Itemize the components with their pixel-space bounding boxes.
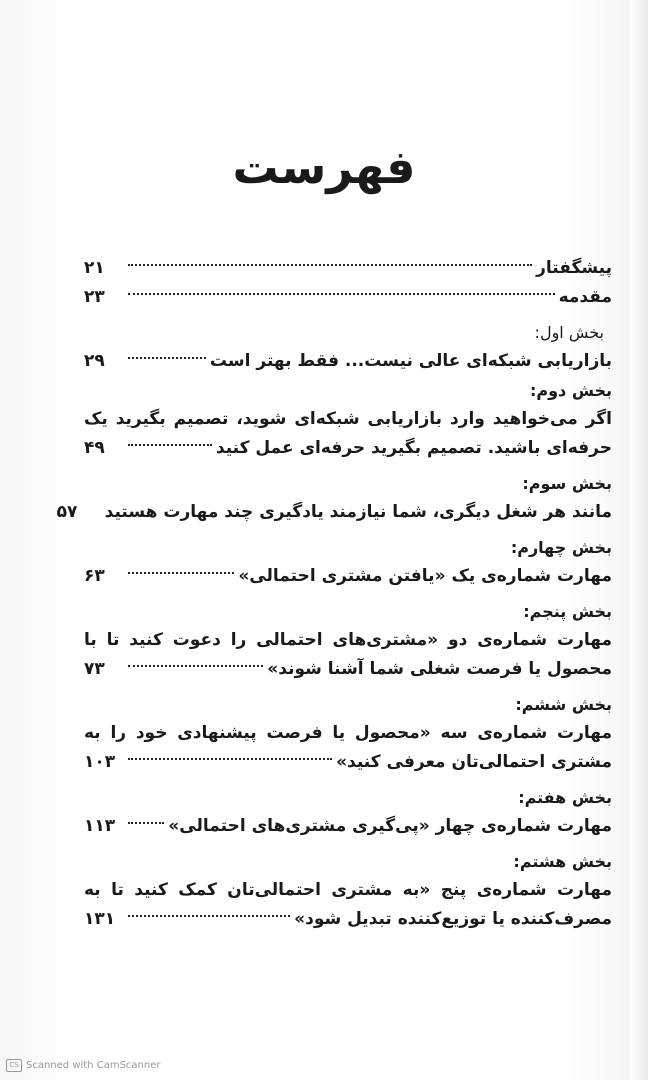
leader-dots <box>128 758 332 760</box>
toc-page-number: ۲۳ <box>84 287 105 307</box>
leader-dots <box>128 665 263 667</box>
toc-entry <box>84 748 612 777</box>
toc-page-number: ۲۹ <box>84 351 105 371</box>
toc-page-number: ۱۳۱ <box>84 909 116 929</box>
toc-entry <box>56 498 612 527</box>
leader-dots <box>128 915 290 917</box>
toc-entry-text: مهارت شماره‌ی یک «یافتن مشتری احتمالی» <box>238 566 612 586</box>
leader-dots <box>128 264 532 266</box>
table-of-contents <box>56 254 612 934</box>
toc-entry-line: مهارت شماره‌ی دو «مشتری‌های احتمالی را دعوت کنید تا با <box>84 630 612 650</box>
toc-entry <box>84 347 612 376</box>
toc-entry-preface <box>84 254 612 283</box>
scanner-watermark <box>6 1059 161 1072</box>
toc-entry-text: حرفه‌ای باشید. تصمیم بگیرید حرفه‌ای عمل کنید <box>215 438 612 458</box>
toc-page-number: ۷۳ <box>84 659 105 679</box>
leader-dots <box>128 357 206 359</box>
section-label: بخش ششم: <box>515 695 612 714</box>
toc-entry-text: پیشگفتار <box>536 258 612 278</box>
watermark-text: Scanned with CamScanner <box>26 1060 161 1071</box>
toc-page-number: ۱۰۳ <box>84 752 116 772</box>
toc-entry-text: مصرف‌کننده یا توزیع‌کننده تبدیل شود» <box>294 909 612 929</box>
toc-entry-line: اگر می‌خواهید وارد بازاریابی شبکه‌ای شوید، تصمیم بگیرید یک <box>84 409 612 429</box>
toc-entry <box>84 434 612 463</box>
leader-dots <box>128 293 555 295</box>
leader-dots <box>128 572 234 574</box>
leader-dots <box>128 444 212 446</box>
toc-page-number: ۱۱۳ <box>84 816 116 836</box>
section-label: بخش هشتم: <box>513 852 612 871</box>
toc-entry-line: مهارت شماره‌ی پنج «به مشتری احتمالی‌تان کمک کنید تا به <box>84 880 612 900</box>
toc-page-number: ۴۹ <box>84 438 105 458</box>
toc-entry-introduction <box>84 283 612 312</box>
section-label: بخش چهارم: <box>510 538 612 557</box>
toc-entry <box>84 655 612 684</box>
section-label: بخش دوم: <box>529 381 612 400</box>
toc-entry-text: محصول یا فرصت شغلی شما آشنا شوند» <box>267 659 612 679</box>
toc-entry-text: مهارت شماره‌ی چهار «پی‌گیری مشتری‌های احتمالی» <box>168 816 612 836</box>
toc-entry <box>84 905 612 934</box>
toc-entry-text: مانند هر شغل دیگری، شما نیازمند یادگیری چند مهارت هستید <box>104 502 612 522</box>
toc-entry-text: مشتری احتمالی‌تان معرفی کنید» <box>336 752 612 772</box>
toc-entry-line: مهارت شماره‌ی سه «محصول یا فرصت پیشنهادی خود را به <box>84 723 612 743</box>
toc-page-number: ۵۷ <box>56 502 78 522</box>
toc-entry <box>84 812 612 841</box>
page-title: فهرست <box>232 140 416 194</box>
section-label: بخش پنجم: <box>523 602 612 621</box>
toc-page-number: ۶۳ <box>84 566 105 586</box>
leader-dots <box>128 822 164 824</box>
section-label: بخش هفتم: <box>518 788 612 807</box>
toc-entry-text: بازاریابی شبکه‌ای عالی نیست... فقط بهتر است <box>209 351 612 371</box>
camscanner-icon: CS <box>6 1059 22 1072</box>
toc-page-number: ۲۱ <box>84 258 105 278</box>
section-label: بخش اول: <box>534 323 604 342</box>
section-label: بخش سوم: <box>522 474 612 493</box>
toc-entry-text: مقدمه <box>558 287 612 307</box>
toc-entry <box>84 562 612 591</box>
